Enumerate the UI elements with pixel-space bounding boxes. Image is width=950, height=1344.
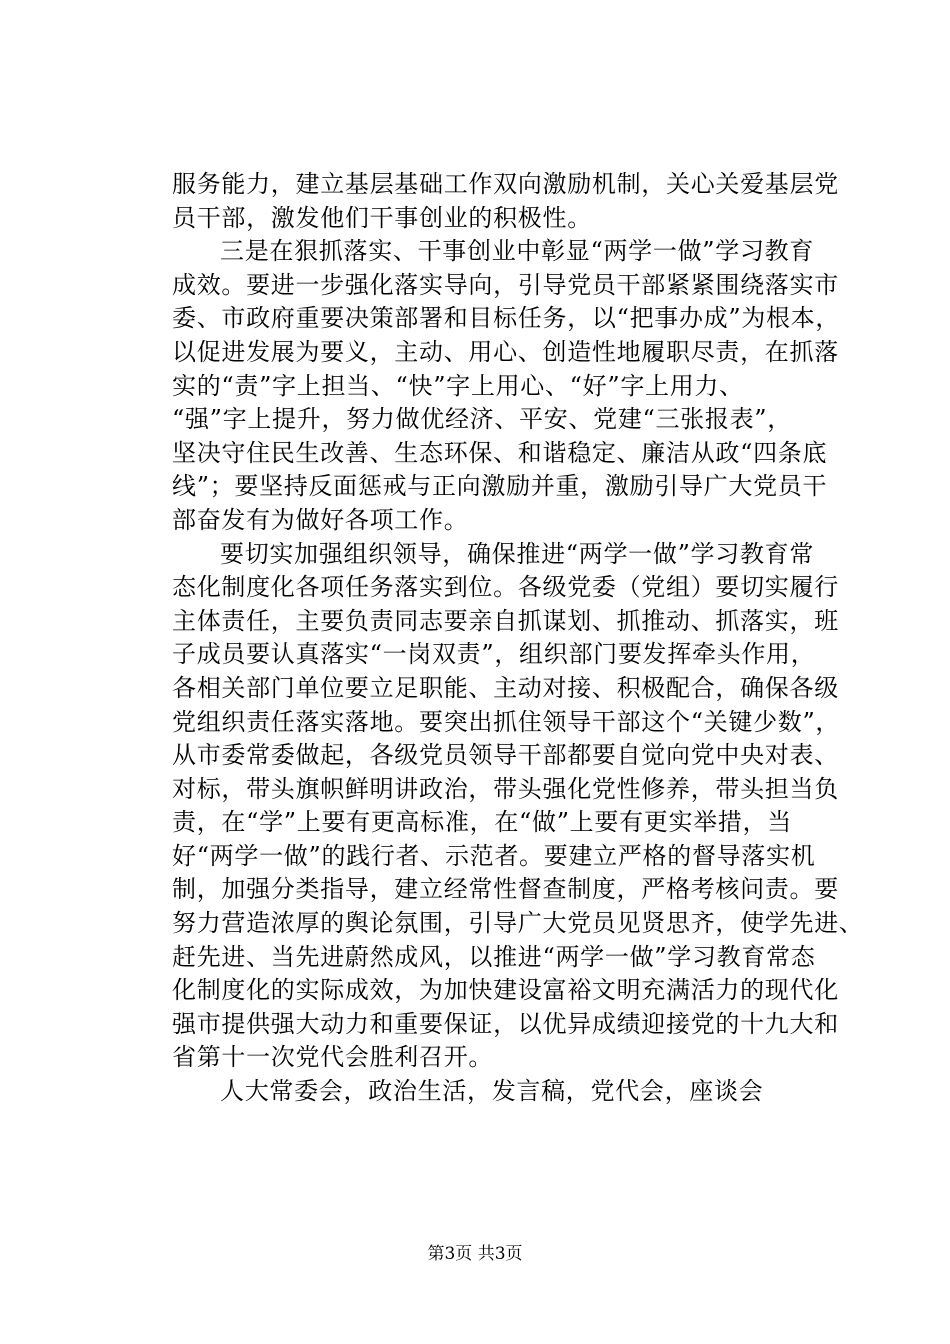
page-footer: 第3页 共3页 [427,1244,523,1264]
text-line: 主体责任，主要负责同志要亲自抓谋划、抓推动、抓落实，班 [172,606,839,635]
text-line: 态化制度化各项任务落实到位。各级党委（党组）要切实履行 [172,573,839,602]
text-line: 人大常委会，政治生活，发言稿，党代会，座谈会 [220,1077,764,1106]
text-line: 以促进发展为要义，主动、用心、创造性地履职尽责，在抓落 [172,337,839,366]
text-line: 好“两学一做”的践行者、示范者。要建立严格的督导落实机 [172,841,816,870]
text-line: 党组织责任落实落地。要突出抓住领导干部这个“关键少数”， [172,707,841,736]
text-line: 员干部，激发他们干事创业的积极性。 [172,203,592,232]
text-line: 省第十一次党代会胜利召开。 [172,1043,494,1072]
text-line: 制，加强分类指导，建立经常性督查制度，严格考核问责。要 [172,875,839,904]
text-line: “强”字上提升，努力做优经济、平安、党建“三张报表”， [172,405,792,434]
text-line: 对标，带头旗帜鲜明讲政治，带头强化党性修养，带头担当负 [172,774,839,803]
text-line: 赶先进、当先进蔚然成风，以推进“两学一做”学习教育常态 [172,942,816,971]
text-line: 子成员要认真落实“一岗双责”，组织部门要发挥牵头作用， [172,640,816,669]
text-line: 部奋发有为做好各项工作。 [172,505,469,534]
document-body [172,168,862,1109]
text-line: 委、市政府重要决策部署和目标任务，以“把事办成”为根本， [172,304,841,333]
text-line: 强市提供强大动力和重要保证，以优异成绩迎接党的十九大和 [172,1009,839,1038]
text-line: 三是在狠抓落实、干事创业中彰显“两学一做”学习教育 [220,237,815,266]
text-line: 从市委常委做起，各级党员领导干部都要自觉向党中央对表、 [172,741,839,770]
text-line: 责，在“学”上要有更高标准，在“做”上要有更实举措，当 [172,808,792,837]
text-line: 服务能力，建立基层基础工作双向激励机制，关心关爱基层党 [172,170,839,198]
text-line: 化制度化的实际成效，为加快建设富裕文明充满活力的现代化 [172,976,839,1005]
text-line: 线”；要坚持反面惩戒与正向激励并重，激励引导广大党员干 [172,472,828,501]
text-line: 坚决守住民生改善、生态环保、和谐稳定、廉洁从政“四条底 [172,438,828,467]
text-line: 实的“责”字上担当、“快”字上用心、“好”字上用力、 [172,371,744,400]
text-line: 要切实加强组织领导，确保推进“两学一做”学习教育常 [220,539,815,568]
text-line: 各相关部门单位要立足职能、主动对接、积极配合，确保各级 [172,673,839,702]
text-line: 努力营造浓厚的舆论氛围，引导广大党员见贤思齐，使学先进、 [172,909,864,938]
text-line: 成效。要进一步强化落实导向，引导党员干部紧紧围绕落实市 [172,270,839,299]
